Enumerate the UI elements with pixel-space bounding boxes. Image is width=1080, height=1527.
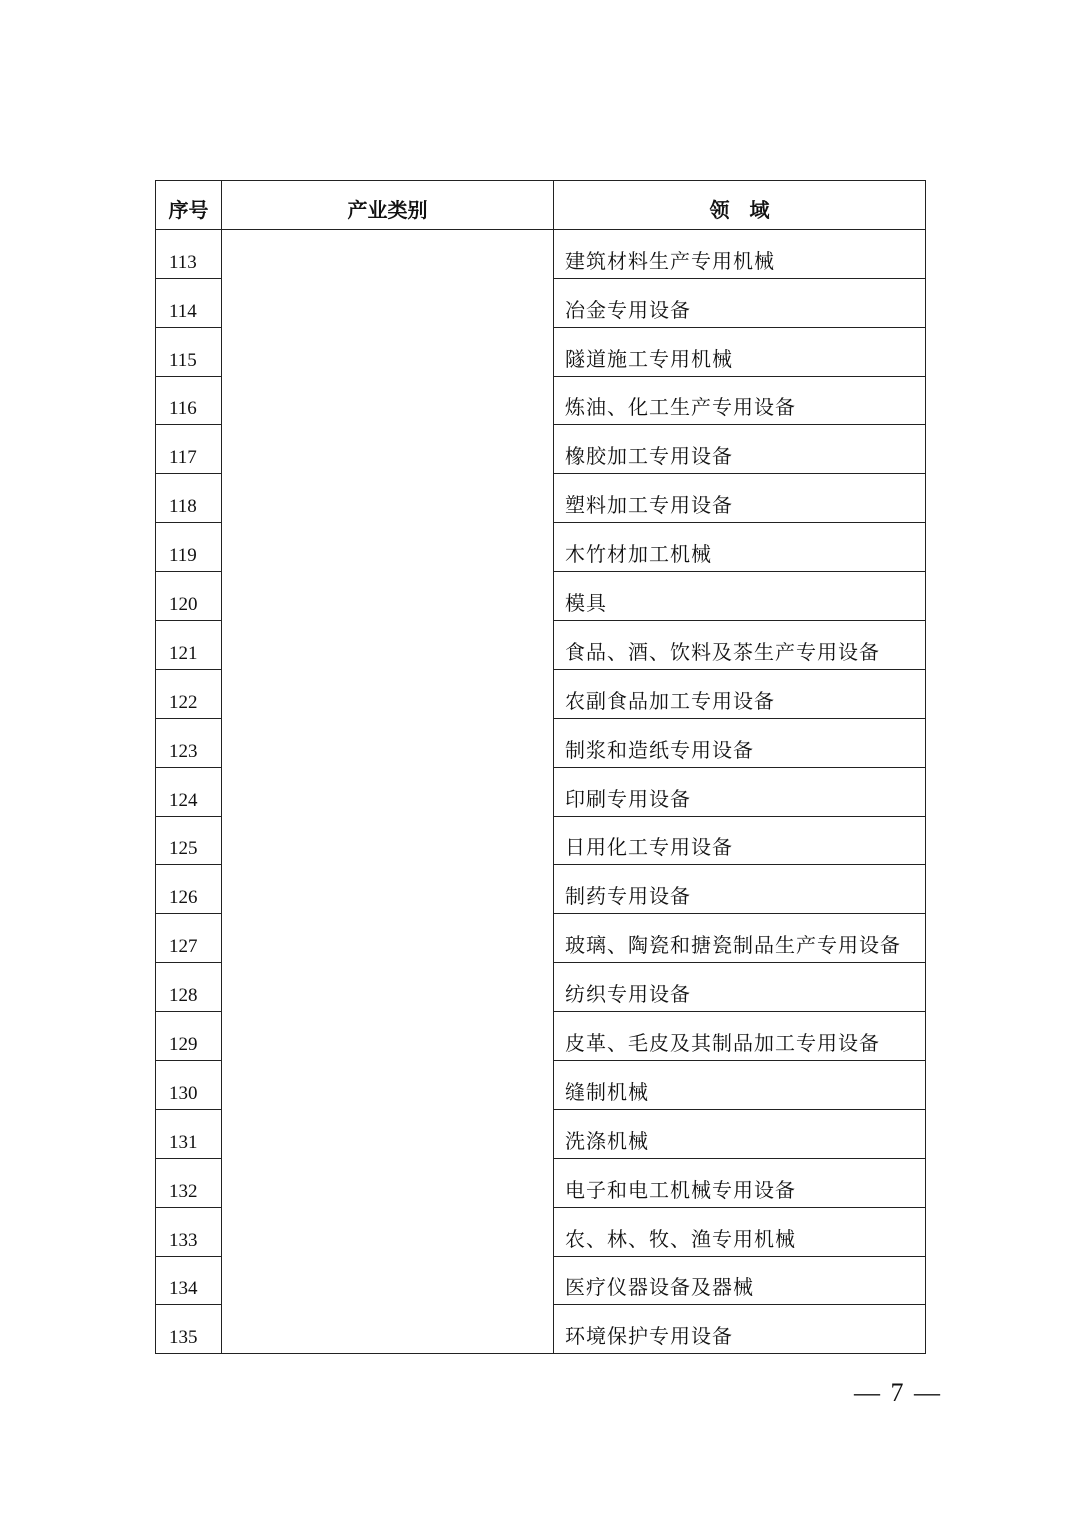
table-body — [156, 229, 926, 1353]
row-field: 橡胶加工专用设备 — [554, 425, 926, 474]
row-field: 环境保护专用设备 — [554, 1305, 926, 1354]
row-field: 印刷专用设备 — [554, 767, 926, 816]
row-number: 128 — [156, 963, 222, 1012]
row-number: 131 — [156, 1109, 222, 1158]
row-number: 119 — [156, 523, 222, 572]
row-number: 122 — [156, 669, 222, 718]
row-number: 134 — [156, 1256, 222, 1305]
row-number: 125 — [156, 816, 222, 865]
row-field: 食品、酒、饮料及茶生产专用设备 — [554, 621, 926, 670]
header-category: 产业类别 — [222, 181, 554, 230]
row-field: 炼油、化工生产专用设备 — [554, 376, 926, 425]
row-field: 洗涤机械 — [554, 1109, 926, 1158]
row-field: 冶金专用设备 — [554, 278, 926, 327]
page-number: — 7 — — [854, 1378, 942, 1407]
row-number: 123 — [156, 718, 222, 767]
row-number: 114 — [156, 278, 222, 327]
row-field: 隧道施工专用机械 — [554, 327, 926, 376]
row-number: 117 — [156, 425, 222, 474]
row-field: 模具 — [554, 572, 926, 621]
row-number: 129 — [156, 1012, 222, 1061]
row-number: 132 — [156, 1158, 222, 1207]
merged-category-cell — [222, 229, 554, 1353]
industry-field-table — [155, 180, 926, 1354]
row-field: 玻璃、陶瓷和搪瓷制品生产专用设备 — [554, 914, 926, 963]
row-number: 126 — [156, 865, 222, 914]
row-field: 缝制机械 — [554, 1061, 926, 1110]
row-number: 116 — [156, 376, 222, 425]
row-field: 制药专用设备 — [554, 865, 926, 914]
header-field: 领 域 — [554, 181, 926, 230]
row-field: 塑料加工专用设备 — [554, 474, 926, 523]
row-number: 121 — [156, 621, 222, 670]
row-number: 115 — [156, 327, 222, 376]
row-number: 127 — [156, 914, 222, 963]
row-number: 120 — [156, 572, 222, 621]
row-field: 日用化工专用设备 — [554, 816, 926, 865]
row-number: 124 — [156, 767, 222, 816]
row-field: 纺织专用设备 — [554, 963, 926, 1012]
header-number: 序号 — [156, 181, 222, 230]
row-field: 电子和电工机械专用设备 — [554, 1158, 926, 1207]
table-row — [156, 229, 926, 278]
row-number: 118 — [156, 474, 222, 523]
row-number: 130 — [156, 1061, 222, 1110]
row-field: 医疗仪器设备及器械 — [554, 1256, 926, 1305]
row-field: 建筑材料生产专用机械 — [554, 229, 926, 278]
row-field: 制浆和造纸专用设备 — [554, 718, 926, 767]
row-field: 木竹材加工机械 — [554, 523, 926, 572]
row-field: 农、林、牧、渔专用机械 — [554, 1207, 926, 1256]
table-header-row — [156, 181, 926, 230]
row-number: 135 — [156, 1305, 222, 1354]
row-number: 113 — [156, 229, 222, 278]
row-field: 皮革、毛皮及其制品加工专用设备 — [554, 1012, 926, 1061]
row-number: 133 — [156, 1207, 222, 1256]
row-field: 农副食品加工专用设备 — [554, 669, 926, 718]
